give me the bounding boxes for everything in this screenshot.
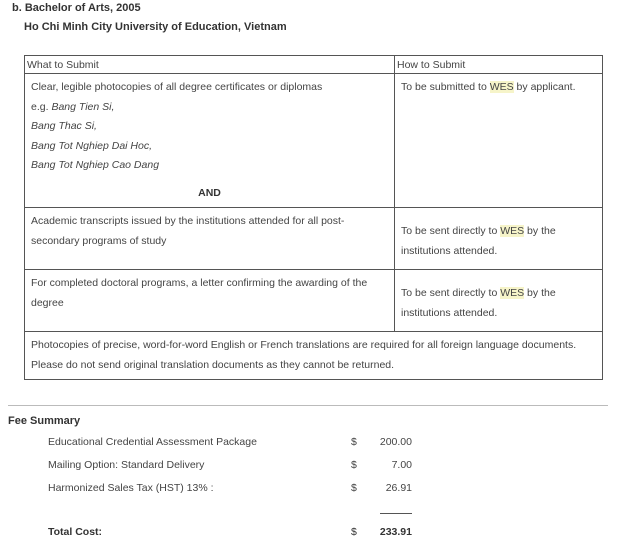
fee-label: Educational Credential Assessment Package xyxy=(48,436,257,448)
how-cell xyxy=(395,270,603,332)
table-row xyxy=(25,270,603,332)
total-row xyxy=(0,526,620,542)
doctoral-letter-text: For completed doctoral programs, a letter confirming the awarding of the degree xyxy=(31,277,368,309)
wes-highlight: WES xyxy=(500,225,525,237)
how-text: by the institutions attended. xyxy=(401,225,556,257)
fee-label: Harmonized Sales Tax (HST) 13% : xyxy=(48,482,214,494)
table-row xyxy=(25,332,603,380)
how-text: by the institutions attended. xyxy=(401,287,556,319)
how-cell xyxy=(395,74,603,208)
degree-heading: b. Bachelor of Arts, 2005 xyxy=(12,2,141,14)
column-header-how: How to Submit xyxy=(395,56,603,74)
how-text: To be sent directly to xyxy=(401,287,501,299)
and-separator: AND xyxy=(198,186,221,199)
how-text: To be submitted to xyxy=(401,81,490,93)
translation-note: Photocopies of precise, word-for-word English or French translations are required for all foreign language documents. Please do not send original translation documents as they cannot be returned. xyxy=(31,339,577,371)
table-row xyxy=(25,208,603,270)
fee-row xyxy=(0,436,620,452)
column-header-what: What to Submit xyxy=(25,56,395,74)
total-label: Total Cost: xyxy=(48,526,103,538)
fee-row xyxy=(0,459,620,475)
example-item: Bang Thac Si, xyxy=(31,120,97,132)
how-cell xyxy=(395,208,603,270)
eg-prefix: e.g. xyxy=(31,100,49,113)
fee-currency: $ xyxy=(351,436,357,448)
wes-highlight: WES xyxy=(489,81,514,93)
certificates-text: Clear, legible photocopies of all degree certificates or diplomas xyxy=(31,81,323,93)
fee-currency: $ xyxy=(351,459,357,471)
sum-line xyxy=(380,513,412,514)
how-text: To be sent directly to xyxy=(401,225,501,237)
fee-row xyxy=(0,482,620,498)
example-item: Bang Tien Si, xyxy=(51,100,115,113)
section-divider xyxy=(8,405,608,406)
fee-amount: 200.00 xyxy=(379,436,412,448)
what-cell xyxy=(25,74,395,208)
fee-summary-title: Fee Summary xyxy=(8,415,81,427)
fee-currency: $ xyxy=(351,482,357,494)
transcripts-text: Academic transcripts issued by the institutions attended for all post-secondary programs of study xyxy=(31,215,345,247)
example-item: Bang Tot Nghiep Cao Dang xyxy=(31,159,160,171)
requirements-table xyxy=(24,55,603,380)
table-header-row xyxy=(25,56,603,74)
fee-amount: 26.91 xyxy=(385,482,412,494)
institution-name: Ho Chi Minh City University of Education, Vietnam xyxy=(24,21,287,33)
how-text: by applicant. xyxy=(513,81,576,93)
what-cell xyxy=(25,208,395,270)
fee-label: Mailing Option: Standard Delivery xyxy=(48,459,205,471)
total-amount: 233.91 xyxy=(379,526,412,538)
examples-line xyxy=(31,98,388,118)
what-cell xyxy=(25,270,395,332)
example-item: Bang Tot Nghiep Dai Hoc, xyxy=(31,139,153,152)
fee-amount: 7.00 xyxy=(391,459,412,471)
table-row xyxy=(25,74,603,208)
wes-highlight: WES xyxy=(500,287,525,299)
total-currency: $ xyxy=(351,526,357,538)
translation-note-cell xyxy=(25,332,603,380)
